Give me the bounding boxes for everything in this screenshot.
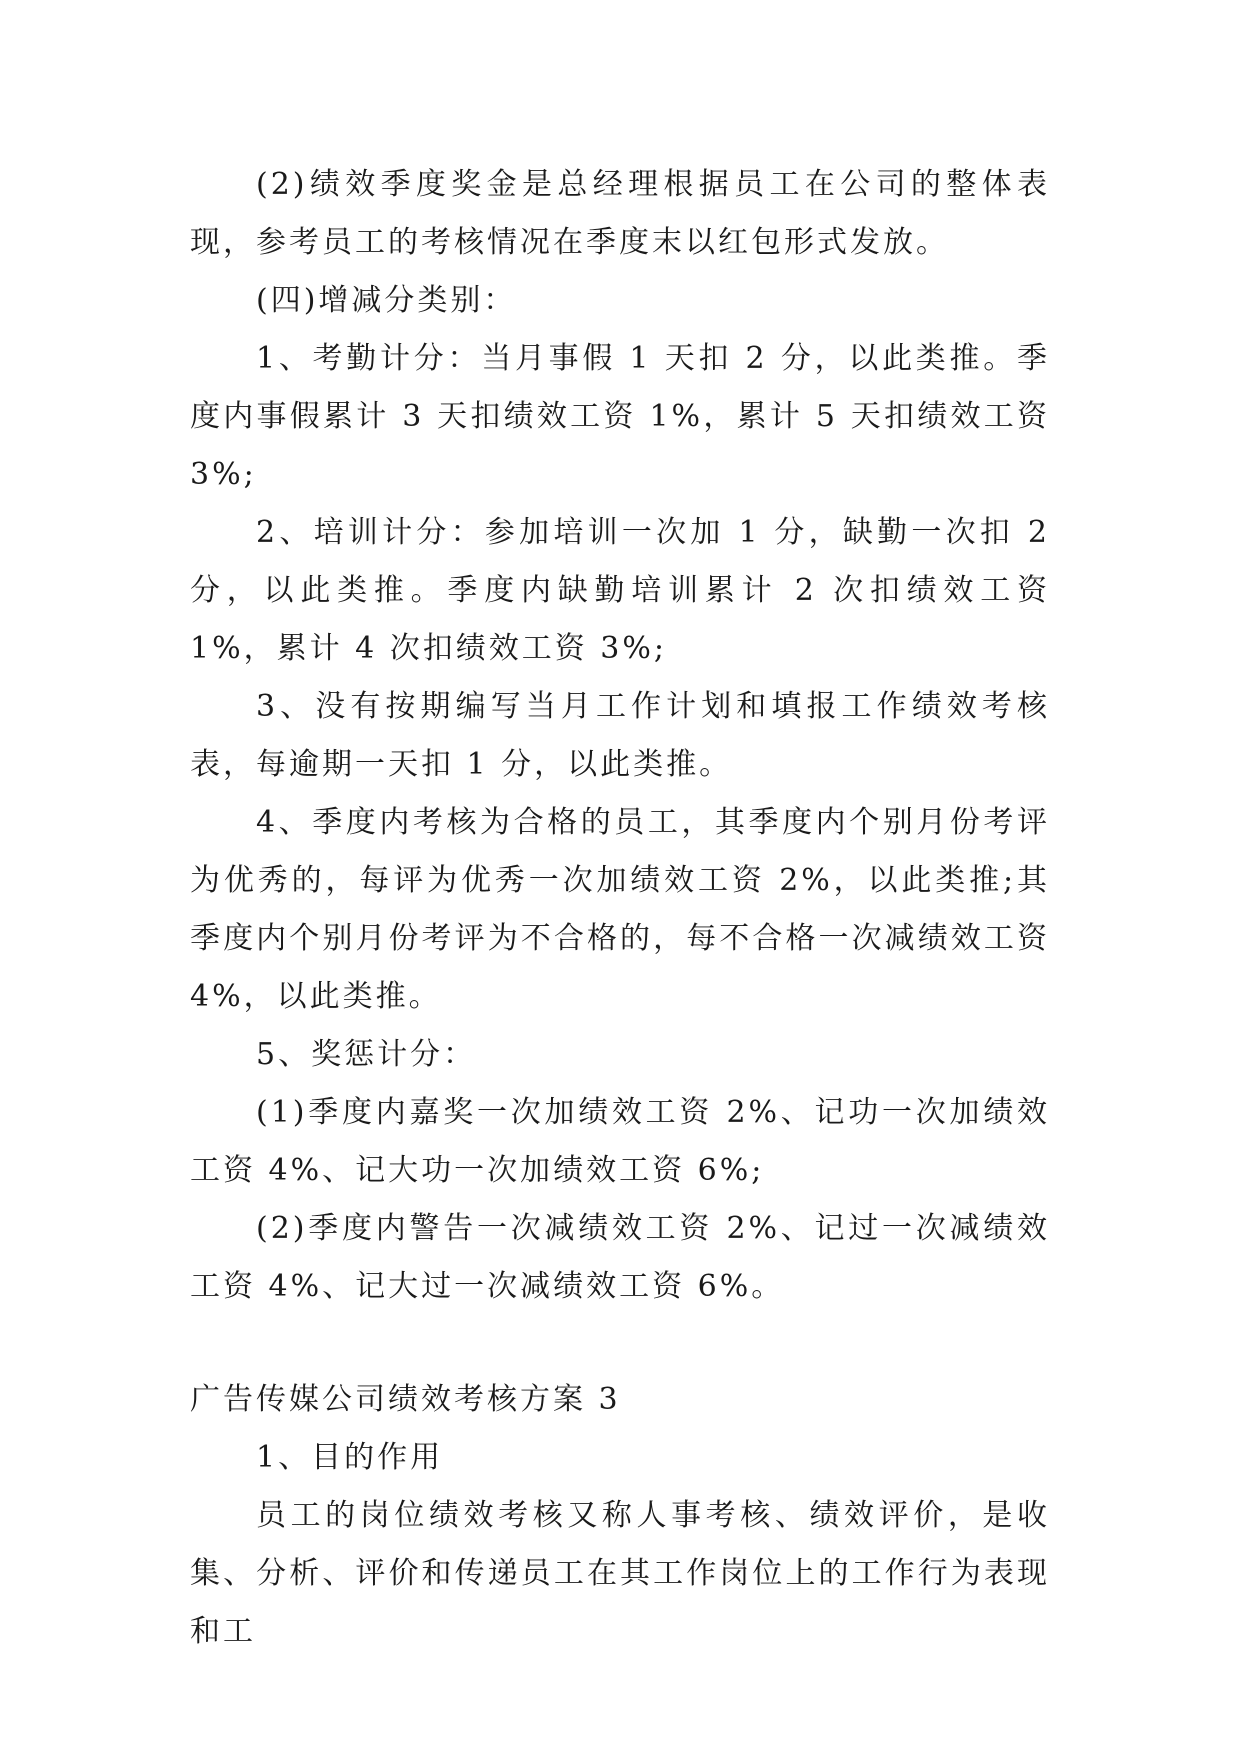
paragraph-quarterly-review: 4、季度内考核为合格的员工，其季度内个别月份考评为优秀的，每评为优秀一次加绩效工资 2%，以此类推;其季度内个别月份考评为不合格的，每不合格一次减绩效工资 4%，以此类推。 (190, 805, 1050, 1014)
paragraph-attendance: 1、考勤计分：当月事假 1 天扣 2 分，以此类推。季度内事假累计 3 天扣绩效工资 1%，累计 5 天扣绩效工资 3%; (190, 341, 1050, 492)
document-body (190, 156, 1050, 1661)
paragraph-reward-heading: 5、奖惩计分： (256, 1037, 477, 1072)
paragraph-penalty: (2)季度内警告一次减绩效工资 2%、记过一次减绩效工资 4%、记大过一次减绩效工资 6%。 (190, 1211, 1050, 1304)
paragraph-purpose: 员工的岗位绩效考核又称人事考核、绩效评价，是收集、分析、评价和传递员工在其工作岗位上的工作行为表现和工 (190, 1498, 1050, 1649)
paragraph-purpose-heading: 1、目的作用 (256, 1440, 444, 1475)
paragraph-bonus: (2)绩效季度奖金是总经理根据员工在公司的整体表现，参考员工的考核情况在季度末以红包形式发放。 (190, 167, 1050, 260)
paragraph-reward: (1)季度内嘉奖一次加绩效工资 2%、记功一次加绩效工资 4%、记大功一次加绩效工资 6%; (190, 1095, 1050, 1188)
section-title: 广告传媒公司绩效考核方案 3 (190, 1382, 621, 1417)
paragraph-training: 2、培训计分：参加培训一次加 1 分，缺勤一次扣 2 分，以此类推。季度内缺勤培训累计 2 次扣绩效工资 1%，累计 4 次扣绩效工资 3%; (190, 515, 1050, 666)
paragraph-work-plan: 3、没有按期编写当月工作计划和填报工作绩效考核表，每逾期一天扣 1 分，以此类推。 (190, 689, 1050, 782)
paragraph-heading-categories: (四)增减分类别： (256, 283, 517, 318)
